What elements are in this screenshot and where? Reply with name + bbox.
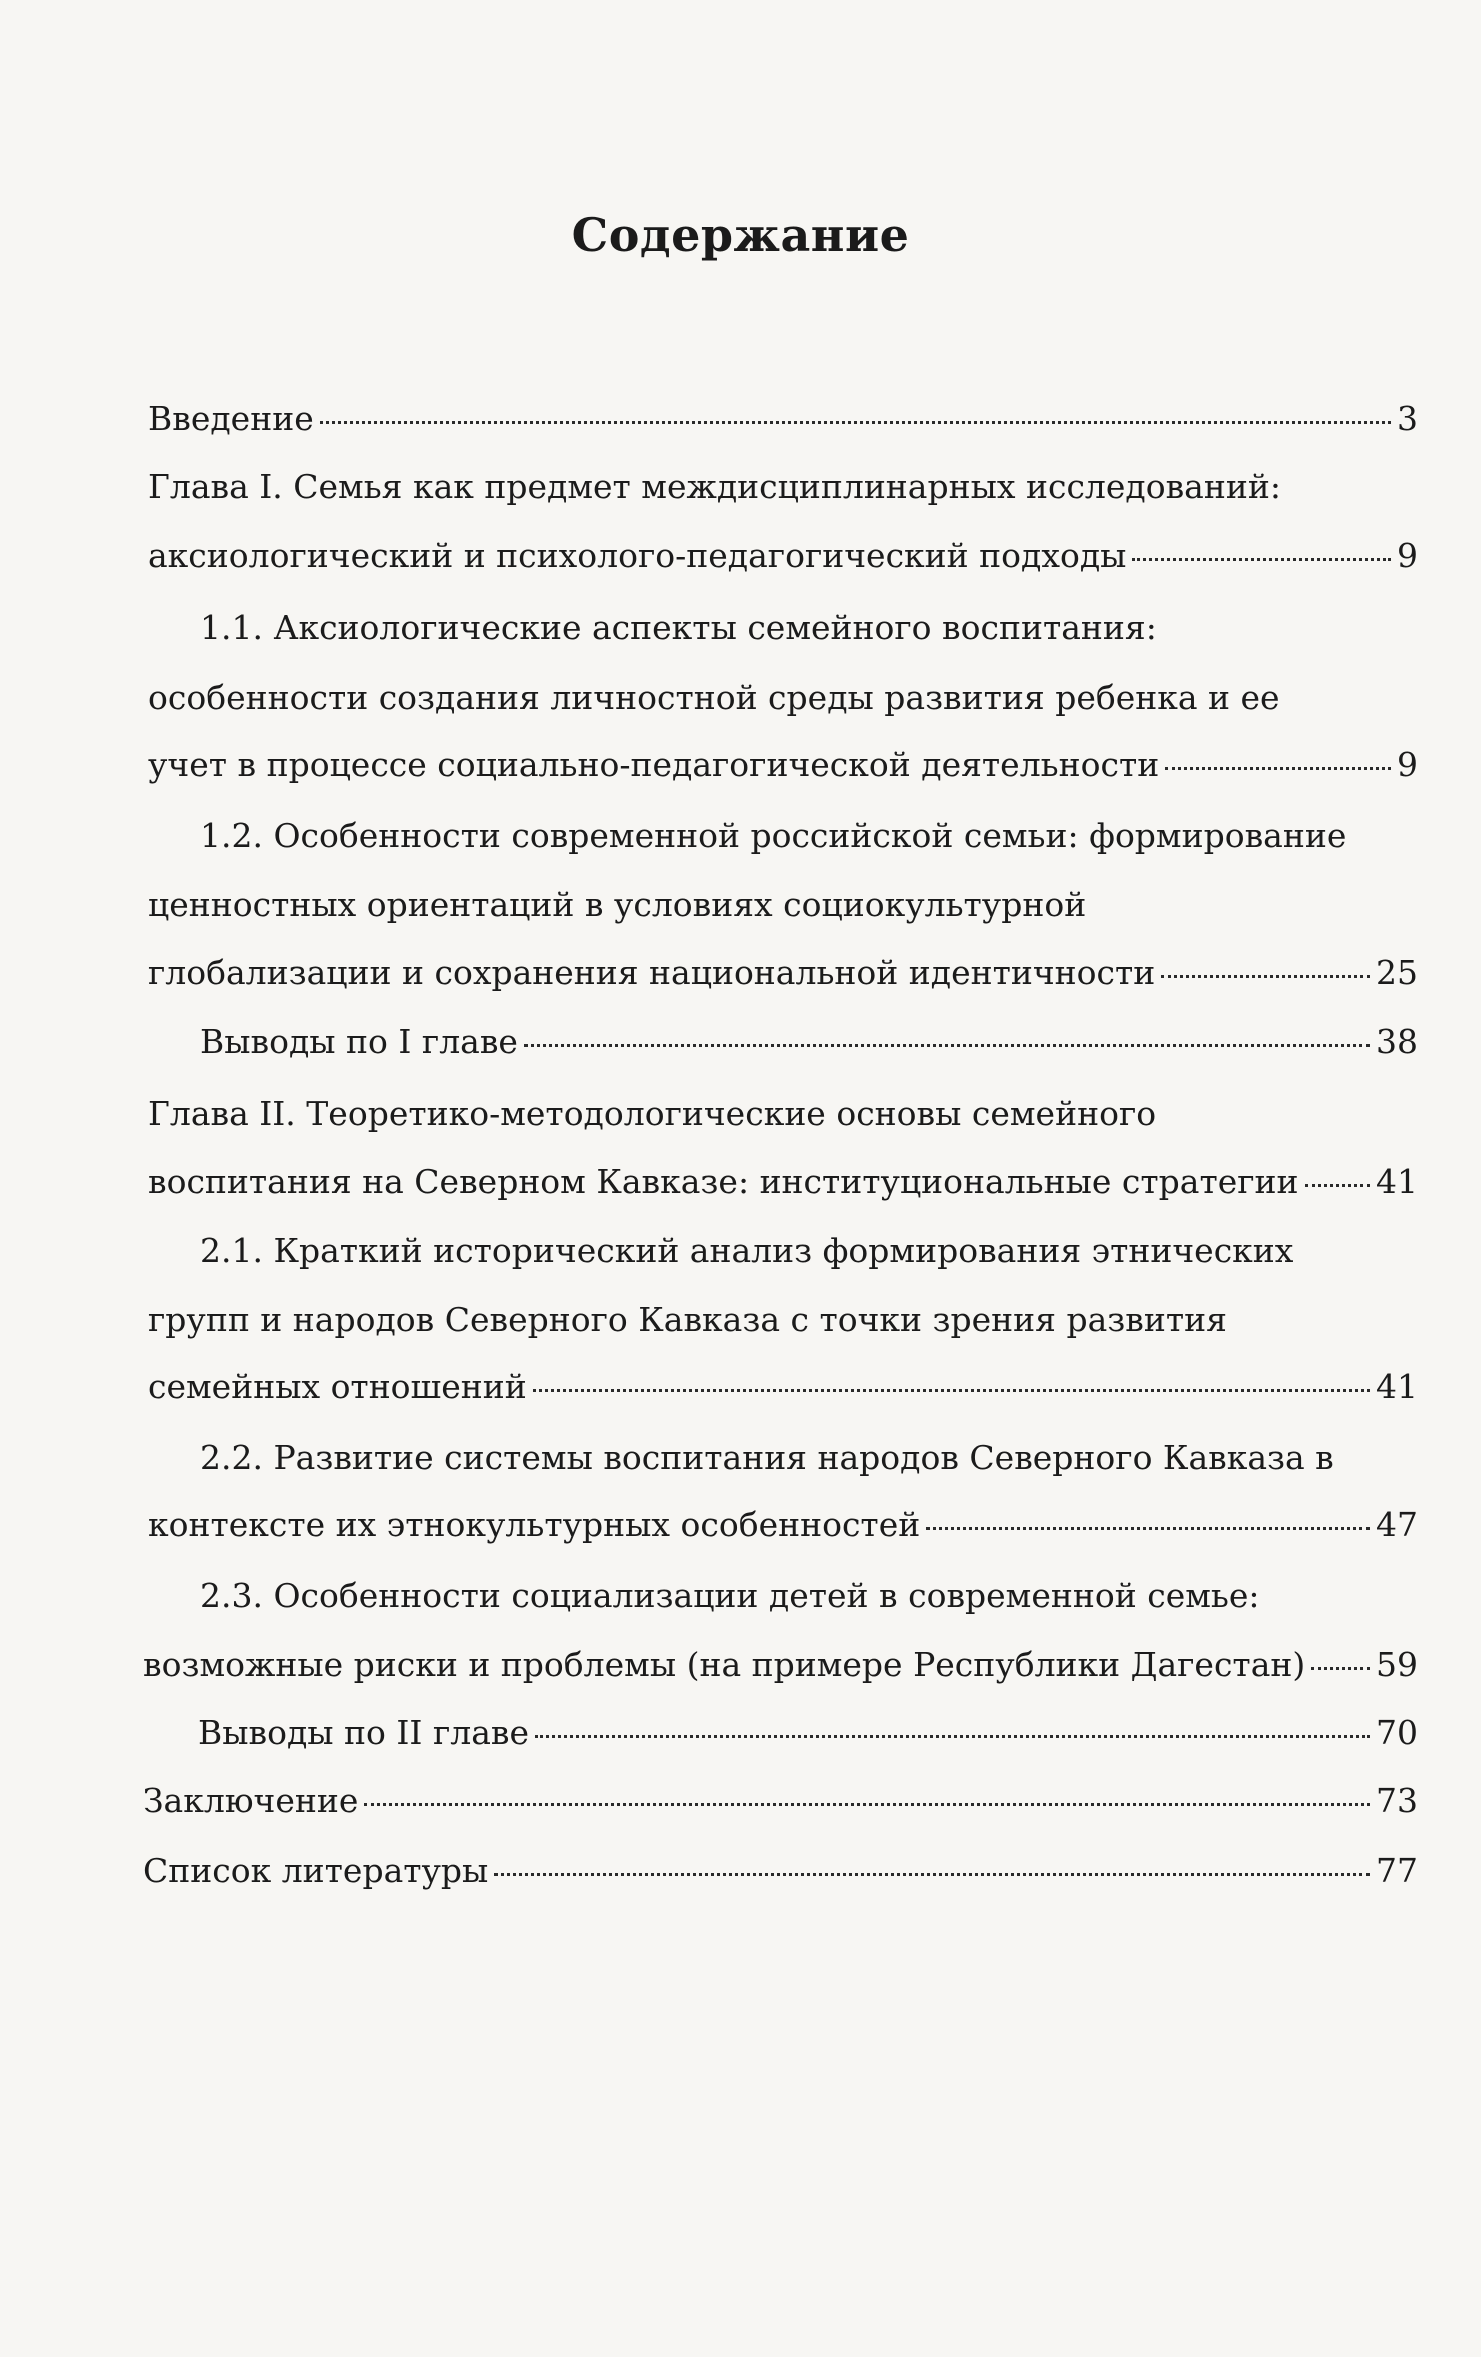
toc-entry	[198, 1713, 1418, 1753]
dot-leader	[320, 421, 1391, 424]
toc-entry	[143, 1645, 1418, 1685]
toc-entry-line	[0, 678, 1481, 718]
toc-entry-title: 1.2. Особенности современной российской семьи: формирование	[200, 816, 1347, 855]
toc-entry-title: Глава II. Теоретико-методологические основы семейного	[148, 1094, 1157, 1133]
toc-entry	[148, 1367, 1418, 1407]
toc-page-number: 73	[1376, 1781, 1418, 1820]
toc-entry-line	[0, 816, 1481, 856]
toc-entry-line	[0, 1300, 1481, 1340]
toc-entry-title: групп и народов Северного Кавказа с точки зрения развития	[148, 1300, 1227, 1339]
toc-page-number: 9	[1397, 745, 1418, 784]
dot-leader	[364, 1803, 1370, 1806]
toc-page-number: 47	[1376, 1505, 1418, 1544]
dot-leader	[926, 1527, 1370, 1530]
toc-entry-title: ценностных ориентаций в условиях социокультурной	[148, 885, 1087, 924]
toc-page-number: 3	[1397, 399, 1418, 438]
toc-entry-title: глобализации и сохранения национальной идентичности	[148, 953, 1156, 992]
toc-entry-line	[0, 467, 1481, 507]
toc-entry	[143, 1781, 1418, 1821]
toc-entry	[148, 1505, 1418, 1545]
toc-entry-title: 1.1. Аксиологические аспекты семейного воспитания:	[200, 608, 1157, 647]
toc-entry-line	[0, 608, 1481, 648]
toc-entry-line	[0, 1231, 1481, 1271]
toc-entry-title: Заключение	[143, 1781, 359, 1820]
toc-page-number: 41	[1376, 1162, 1418, 1201]
dot-leader	[533, 1389, 1370, 1392]
toc-entry-title: Выводы по II главе	[198, 1713, 529, 1752]
toc-entry-title: Введение	[148, 399, 314, 438]
toc-entry	[200, 1022, 1418, 1062]
dot-leader	[1161, 975, 1370, 978]
toc-entry	[148, 745, 1418, 785]
toc-entry-title: 2.3. Особенности социализации детей в современной семье:	[200, 1576, 1260, 1615]
page-title: Содержание	[571, 208, 910, 262]
dot-leader	[1132, 558, 1391, 561]
dot-leader	[535, 1735, 1370, 1738]
toc-page-number: 70	[1376, 1713, 1418, 1752]
toc-entry	[148, 536, 1418, 576]
toc-entry-title: аксиологический и психолого-педагогический подходы	[148, 536, 1127, 575]
dot-leader	[1305, 1184, 1370, 1187]
toc-entry-line	[0, 1576, 1481, 1616]
toc-entry	[143, 1851, 1418, 1891]
toc-entry	[148, 399, 1418, 439]
toc-entry-title: воспитания на Северном Кавказе: институциональные стратегии	[148, 1162, 1299, 1201]
toc-page-number: 59	[1376, 1645, 1418, 1684]
toc-entry-title: семейных отношений	[148, 1367, 527, 1406]
toc-entry-title: Список литературы	[143, 1851, 489, 1890]
dot-leader	[1165, 767, 1391, 770]
toc-entry-title: возможные риски и проблемы (на примере Республики Дагестан)	[143, 1645, 1306, 1684]
toc-entry-title: 2.2. Развитие системы воспитания народов Северного Кавказа в	[200, 1438, 1334, 1477]
toc-entry-title: 2.1. Краткий исторический анализ формирования этнических	[200, 1231, 1294, 1270]
dot-leader	[524, 1044, 1370, 1047]
toc-entry	[148, 953, 1418, 993]
toc-entry-title: Глава I. Семья как предмет междисциплинарных исследований:	[148, 467, 1281, 506]
toc-page-number: 25	[1376, 953, 1418, 992]
toc-entry-title: учет в процессе социально-педагогической деятельности	[148, 745, 1160, 784]
toc-entry-line	[0, 1438, 1481, 1478]
toc-entry-title: контексте их этнокультурных особенностей	[148, 1505, 921, 1544]
toc-entry	[148, 1162, 1418, 1202]
dot-leader	[494, 1873, 1370, 1876]
toc-page-number: 41	[1376, 1367, 1418, 1406]
toc-entry-line	[0, 1094, 1481, 1134]
toc-page-number: 77	[1376, 1851, 1418, 1890]
toc-entry-title: Выводы по I главе	[200, 1022, 518, 1061]
toc-entry-title: особенности создания личностной среды развития ребенка и ее	[148, 678, 1280, 717]
dot-leader	[1311, 1667, 1370, 1670]
toc-entry-line	[0, 885, 1481, 925]
toc-page-number: 9	[1397, 536, 1418, 575]
toc-page-number: 38	[1376, 1022, 1418, 1061]
